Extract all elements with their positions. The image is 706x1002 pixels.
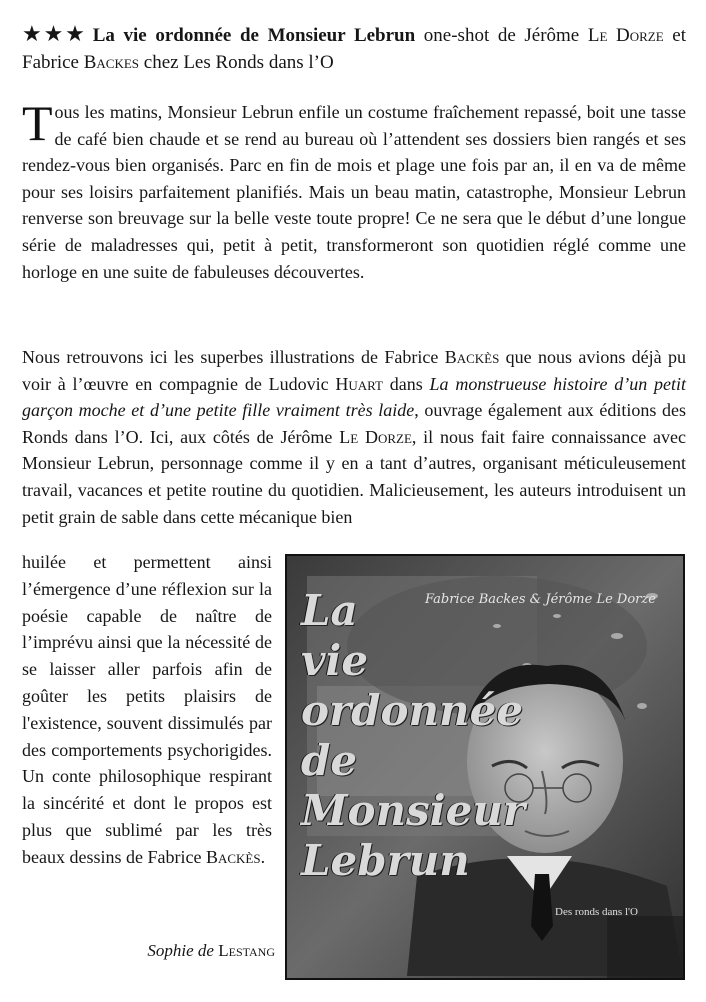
cover-title-line: La	[301, 586, 358, 635]
paragraph-text: ous les matins, Monsieur Lebrun enfile un costume fraîchement repassé, boit une tasse de café bien chaude et se rend au bureau où l’attendent ses dossiers bien rangés et ses rendez-vous bien organisés. Parc en fin de mois et plage une fois par an, il en va de même pour ses loisirs parfaitement planifiés. Mais un beau matin, catastrophe, Monsieur Lebrun renverse son breuvage sur la belle veste toute propre! Ce ne sera que le début d’une longue série de maladresses qui, petit à petit, transformeront son quotidien réglé comme une horloge en une suite de fabuleuses découvertes.	[22, 102, 686, 282]
paragraph-text: , il nous fait faire connaissance avec Monsieur Lebrun, personnage comme il y en a tant d’autres, organisant méticuleusement travail, vacances et petite routine du quotidien. Malicieusement, les auteurs introduisent un petit grain de sable dans cette mécanique bien	[22, 426, 686, 527]
author-name: Le Dorze	[587, 25, 664, 46]
illustrator-name: Backes	[83, 52, 140, 73]
paragraph-summary	[22, 95, 686, 285]
cover-authors: Fabrice Backes & Jérôme Le Dorze	[425, 592, 656, 607]
cover-title-line: ordonnée	[301, 686, 524, 735]
cover-title-line: vie	[301, 636, 369, 685]
signature	[100, 941, 275, 961]
book-reference: La monstrueuse histoire d’un petit garçon moche et d’une petite fille vraiment très laide	[22, 373, 686, 421]
rating-stars: ★★★	[22, 21, 87, 46]
cover-publisher: Des ronds dans l'O	[555, 906, 638, 918]
paragraph-conclusion	[22, 549, 272, 871]
drop-cap: T	[22, 95, 53, 151]
cover-title-line: Monsieur	[301, 786, 526, 835]
cover-title	[301, 586, 525, 886]
header-text: one-shot de Jérôme	[415, 25, 588, 46]
signature-surname: Lestang	[218, 941, 275, 960]
paragraph-text: .	[260, 846, 266, 867]
person-name: Le Dorze	[339, 426, 412, 447]
review-header	[22, 20, 686, 76]
header-text: chez Les Ronds dans l’O	[139, 52, 334, 73]
person-name: Backès	[444, 347, 500, 367]
cover-title-line: de	[301, 736, 358, 785]
cover-title-line: Lebrun	[301, 836, 470, 885]
signature-name: Sophie de	[147, 941, 219, 960]
paragraph-text: dans	[382, 373, 430, 394]
paragraph-text: , ouvrage également aux éditions des Ronds dans l’O. Ici, aux côtés de Jérôme	[22, 400, 686, 447]
book-title: La vie ordonnée de Monsieur Lebrun	[92, 25, 416, 46]
header-text: et Fabrice	[22, 25, 687, 73]
book-cover-image	[285, 554, 685, 980]
paragraph-review	[22, 344, 686, 530]
person-name: Backès	[205, 846, 261, 867]
paragraph-text: que nous avions déjà pu voir à l’œuvre en compagnie de Ludovic	[22, 347, 687, 394]
paragraph-text: Nous retrouvons ici les superbes illustrations de Fabrice	[22, 347, 445, 367]
paragraph-text: huilée et permettent ainsi l’émergence d’une réflexion sur la poésie capable de naître de l’imprévu ainsi que la nécessité de se laisser aller parfois afin de goûter les petits plaisirs de l'existence, souvent dissimulés par des comportements psychorigides. Un conte philosophique respirant la sincérité et dont le propos est plus que sublimé par les très beaux dessins de Fabrice	[22, 552, 272, 867]
person-name: Huart	[335, 373, 383, 394]
